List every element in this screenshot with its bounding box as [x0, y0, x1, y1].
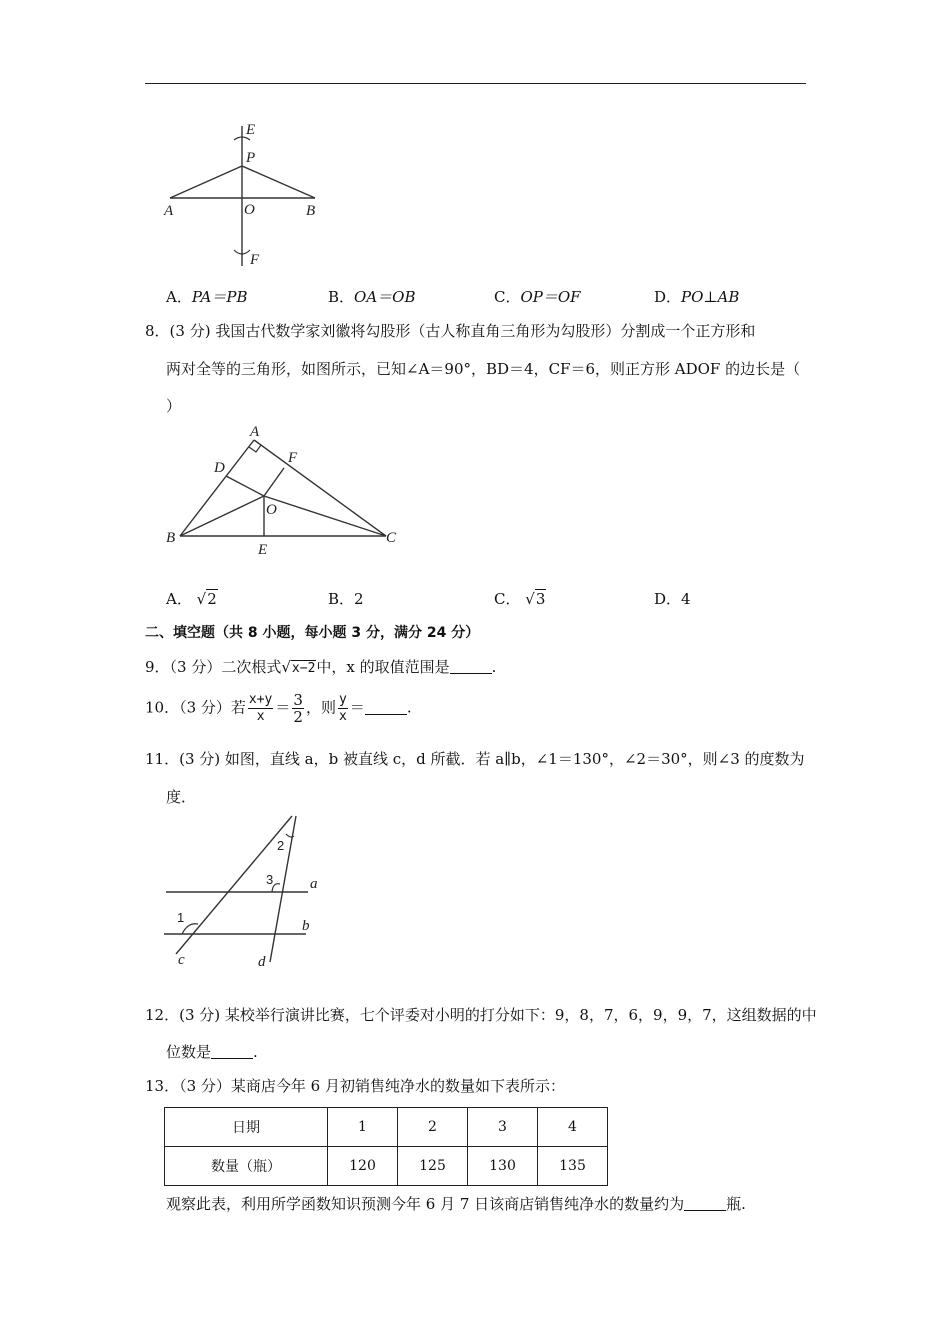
fig11-arc-1 [182, 924, 198, 934]
q10-end: . [406, 698, 412, 717]
fig7-label-b: B [306, 203, 316, 219]
fig8-line-fo [264, 468, 284, 496]
frac-denominator: x [338, 709, 347, 724]
fig8-line-ac [254, 440, 386, 536]
q7-figure [160, 118, 360, 278]
q9-suffix: 中，x 的取值范围是 [316, 658, 450, 676]
fig11-label-2: 2 [277, 838, 285, 853]
sqrt-symbol: √2 [196, 590, 217, 608]
fig7-label-p: P [246, 150, 256, 166]
q9-prefix: 9．（3 分）二次根式 [145, 658, 282, 676]
fig8-label-f: F [288, 450, 298, 466]
q10 [145, 692, 412, 725]
option-text: 3 [535, 590, 546, 608]
q11-figure [160, 810, 340, 970]
q7-option-a [166, 286, 248, 307]
q13-line2 [166, 1193, 746, 1214]
frac-denominator: x [256, 709, 265, 724]
q12-line1: 12．(3 分) 某校举行演讲比赛，七个评委对小明的打分如下：9，8，7，6，9，9，7，这组数据的中 [145, 1006, 817, 1024]
table-cell: 1 [328, 1108, 398, 1147]
q10-mid: ，则 [305, 698, 336, 717]
fig8-line-co [264, 496, 386, 536]
fig7-label-e: E [246, 122, 256, 138]
table-cell: 3 [468, 1108, 538, 1147]
q8-line2: 两对全等的三角形，如图所示，已知∠A＝90°，BD＝4，CF＝6，则正方形 ADOF 的边长是（ [166, 360, 801, 378]
q8-option-a [166, 588, 218, 609]
fraction-3-over-2 [292, 692, 304, 725]
fig8-right-angle [249, 445, 261, 452]
option-letter: B． [328, 288, 355, 306]
q7-option-d [654, 286, 739, 307]
q8-option-b [328, 588, 364, 609]
q7-option-b [328, 286, 415, 307]
fig8-line-bo [180, 496, 264, 536]
q7-option-c [494, 286, 581, 307]
q12-prefix: 位数是 [166, 1043, 212, 1061]
fig8-label-b: B [166, 530, 176, 546]
frac-numerator: y [338, 692, 347, 707]
equals-sign: ＝ [349, 698, 365, 717]
option-letter: B． [328, 590, 355, 608]
fig11-label-c: c [178, 952, 185, 968]
frac-numerator: x+y [248, 692, 273, 707]
frac-denominator: 2 [293, 708, 303, 726]
fig8-label-d: D [214, 460, 225, 476]
q9-radicand: x−2 [291, 661, 316, 676]
answer-blank[interactable] [450, 659, 492, 674]
option-text: 2 [354, 590, 364, 608]
table-cell: 125 [398, 1147, 468, 1186]
option-letter: D． [654, 590, 682, 608]
table-cell: 数量（瓶） [165, 1147, 328, 1186]
fig7-label-o: O [244, 202, 255, 218]
table-cell: 日期 [165, 1108, 328, 1147]
table-cell: 135 [538, 1147, 608, 1186]
table-row [165, 1147, 608, 1186]
fig7-label-f: F [250, 252, 260, 268]
option-letter: A． [166, 288, 192, 306]
q12-end: . [253, 1043, 258, 1061]
option-text: PO⊥AB [681, 288, 740, 306]
q8-option-d [654, 588, 691, 609]
fig8-line-ab [180, 440, 254, 536]
option-letter: C． [494, 590, 521, 608]
option-text: 2 [207, 590, 217, 608]
frac-numerator: 3 [293, 691, 303, 709]
q8-option-c [494, 588, 546, 609]
equals-sign: ＝ [275, 698, 291, 717]
q13-table [164, 1107, 608, 1186]
table-cell: 130 [468, 1147, 538, 1186]
option-letter: D． [654, 288, 682, 306]
section-heading: 二、填空题（共 8 小题，每小题 3 分，满分 24 分） [145, 625, 480, 641]
table-cell: 120 [328, 1147, 398, 1186]
q13-end: 瓶. [726, 1195, 746, 1213]
option-text: OA＝OB [354, 288, 416, 306]
table-cell: 4 [538, 1108, 608, 1147]
fraction-y-over-x [338, 692, 348, 725]
q10-prefix: 10．（3 分）若 [145, 698, 246, 717]
fig11-label-d: d [258, 954, 266, 970]
fraction-xy-over-x [248, 692, 273, 725]
q9-end: . [491, 658, 497, 676]
fig11-label-b: b [302, 918, 310, 934]
option-text: 4 [681, 590, 691, 608]
answer-blank[interactable] [365, 700, 407, 715]
q11-line1: 11．(3 分) 如图，直线 a，b 被直线 c，d 所截．若 a∥b，∠1＝130°，∠2＝30°，则∠3 的度数为 [145, 750, 805, 768]
fig11-label-3: 3 [266, 872, 274, 887]
option-text: OP＝OF [520, 288, 581, 306]
q13-line1: 13．（3 分）某商店今年 6 月初销售纯净水的数量如下表所示： [145, 1077, 565, 1095]
fig8-label-e: E [258, 542, 268, 558]
fig8-line-do [226, 476, 264, 496]
sqrt-symbol: √x−2 [281, 658, 316, 676]
table-row [165, 1108, 608, 1147]
fig11-label-a: a [310, 876, 318, 892]
fig7-label-a: A [164, 203, 174, 219]
fig11-label-1: 1 [177, 910, 185, 925]
fig8-label-o: O [266, 502, 277, 518]
fig8-label-c: C [386, 530, 397, 546]
answer-blank[interactable] [684, 1196, 726, 1211]
fig7-line-pa [170, 166, 242, 198]
fig8-label-a: A [250, 424, 260, 440]
q13-prefix: 观察此表，利用所学函数知识预测今年 6 月 7 日该商店销售纯净水的数量约为 [166, 1195, 685, 1213]
option-letter: A． [166, 590, 192, 608]
q8-figure [160, 422, 420, 562]
q8-line1: 8．(3 分) 我国古代数学家刘徽将勾股形（古人称直角三角形为勾股形）分割成一个正方形和 [145, 322, 756, 340]
sqrt-symbol: √3 [525, 590, 546, 608]
q12-line2 [166, 1041, 258, 1062]
q8-line3: ） [166, 397, 182, 415]
option-letter: C． [494, 288, 521, 306]
fig7-line-pb [242, 166, 315, 198]
table-cell: 2 [398, 1108, 468, 1147]
q9 [145, 656, 496, 677]
answer-blank[interactable] [211, 1044, 253, 1059]
header-rule [145, 83, 806, 84]
q11-line2: 度． [166, 788, 197, 806]
option-text: PA＝PB [191, 288, 248, 306]
